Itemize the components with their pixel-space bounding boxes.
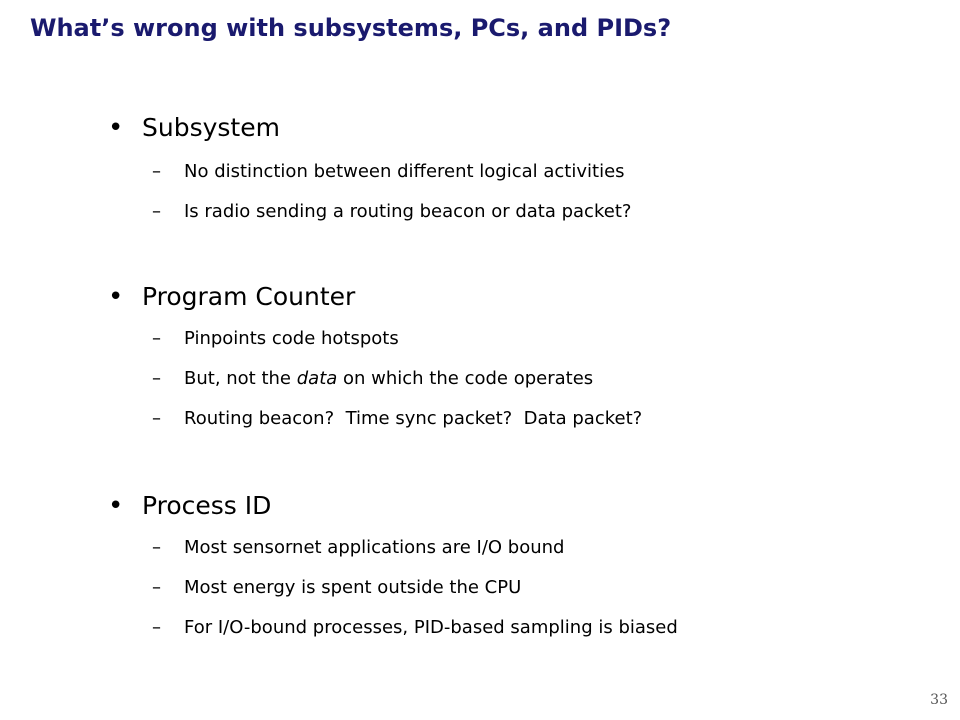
sub-bullet-text: Is radio sending a routing beacon or data packet? xyxy=(184,201,632,222)
dash-icon: – xyxy=(152,617,161,638)
dash-icon: – xyxy=(152,577,161,598)
dash-icon: – xyxy=(152,328,161,349)
sub-bullet-item xyxy=(152,319,642,359)
section-heading: Program Counter xyxy=(142,282,356,311)
bullet-item xyxy=(108,279,642,315)
section-heading: Subsystem xyxy=(142,113,280,142)
bullet-item xyxy=(108,110,631,146)
sub-bullet-item xyxy=(152,608,678,648)
dash-icon: – xyxy=(152,368,161,389)
section-heading: Process ID xyxy=(142,491,272,520)
sub-bullet-item xyxy=(152,152,631,192)
text-after-emphasis: on which the code operates xyxy=(337,368,594,389)
dash-icon: – xyxy=(152,537,161,558)
bullet-item xyxy=(108,488,678,524)
sub-bullet-text: For I/O-bound processes, PID-based sampling is biased xyxy=(184,617,678,638)
page-number: 33 xyxy=(930,692,948,708)
dash-icon: – xyxy=(152,161,161,182)
bullet-icon: • xyxy=(108,113,124,143)
sub-bullet-item xyxy=(152,359,642,399)
sub-bullet-text: Pinpoints code hotspots xyxy=(184,328,399,349)
dash-icon: – xyxy=(152,408,161,429)
slide-title: What’s wrong with subsystems, PCs, and PIDs? xyxy=(30,14,672,42)
bullet-icon: • xyxy=(108,491,124,521)
section-program-counter xyxy=(108,279,642,439)
text-before-emphasis: But, not the xyxy=(184,368,297,389)
sub-bullet-text: No distinction between different logical activities xyxy=(184,161,625,182)
sub-bullet-text: Routing beacon? Time sync packet? Data packet? xyxy=(184,408,643,429)
sub-bullet-text: Most sensornet applications are I/O bound xyxy=(184,537,565,558)
section-subsystem xyxy=(108,110,631,232)
sub-bullet-item xyxy=(152,192,631,232)
sub-bullet-item xyxy=(152,399,642,439)
section-process-id xyxy=(108,488,678,648)
dash-icon: – xyxy=(152,201,161,222)
sub-bullet-item xyxy=(152,568,678,608)
sub-bullet-item xyxy=(152,528,678,568)
sub-bullet-text xyxy=(184,359,593,399)
sub-bullet-text: Most energy is spent outside the CPU xyxy=(184,577,522,598)
bullet-icon: • xyxy=(108,282,124,312)
emphasized-word: data xyxy=(296,368,338,389)
